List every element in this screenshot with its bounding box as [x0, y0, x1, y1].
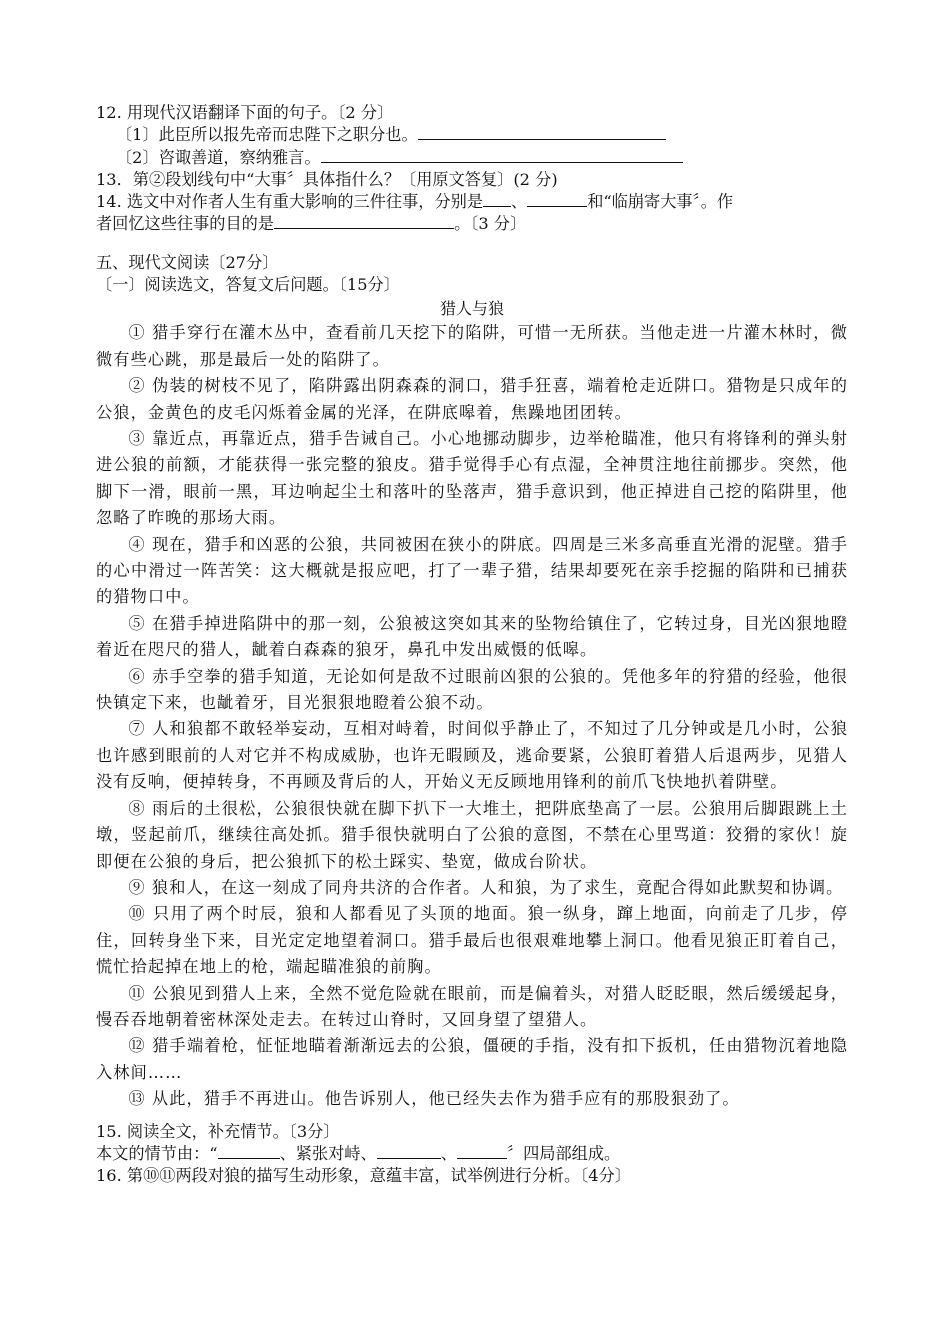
question-16: 16. 第⑩⑪两段对狼的描写生动形象，意蕴丰富，试举例进行分析。〔4分〕	[96, 1166, 631, 1186]
article-paragraph: ⑫ 猎手端着枪，怔怔地瞄着渐渐远去的公狼，僵硬的手指，没有扣下扳机，任由猎物沉着地隐入林间……	[96, 1036, 848, 1082]
answer-blank[interactable]	[218, 1144, 280, 1159]
question-14-line-2	[96, 213, 848, 235]
question-14-text-a: 14. 选文中对作者人生有重大影响的三件往事，分别是	[96, 192, 484, 212]
question-15-text-b: 、紧张对峙、	[279, 1143, 377, 1163]
exam-page	[96, 102, 848, 1187]
question-13: 13．第②段划线句中“大事〞具体指什么？〔用原文答复〕(2 分)	[96, 169, 558, 189]
question-15-text-a: 本文的情节由：“	[96, 1143, 218, 1163]
answer-blank[interactable]	[274, 214, 454, 229]
answer-blank[interactable]	[457, 1144, 507, 1159]
article-paragraph: ⑩ 只用了两个时辰，狼和人都看见了头顶的地面。狼一纵身，蹿上地面，向前走了几步，停住，回转身坐下来，目光定定地望着洞口。猎手最后也很艰难地攀上洞口。他看见狼正盯着自己，慌忙拾起掉在地上的枪，端起瞄准狼的前胸。	[96, 904, 848, 977]
answer-blank[interactable]	[321, 148, 683, 163]
article-paragraph: ⑥ 赤手空拳的猎手知道，无论如何是敌不过眼前凶狠的公狼的。凭他多年的狩猎的经验，他很快镇定下来，也龇着牙，目光狠狠地瞪着公狼不动。	[96, 666, 848, 713]
article-paragraph: ① 猎手穿行在灌木丛中，查看前几天挖下的陷阱，可惜一无所获。当他走进一片灌木林时，微微有些心跳，那是最后一处的陷阱了。	[96, 323, 848, 369]
section-5-title: 五、现代文阅读〔27分〕	[96, 252, 279, 272]
question-12-item-2-text: 〔2〕咨诹善道，察纳雅言。	[116, 147, 321, 167]
answer-blank[interactable]	[527, 192, 587, 207]
question-14-sep: 、	[511, 192, 528, 212]
section-5-part-1-title: 〔一〕阅读选文，答复文后问题。〔15分〕	[96, 275, 400, 295]
question-12-item-2	[96, 147, 848, 169]
article-paragraph: ⑬ 从此，猎手不再进山。他告诉别人，他已经失去作为猎手应有的那股狠劲了。	[128, 1089, 740, 1109]
article-paragraph: ⑧ 雨后的土很松，公狼很快就在脚下扒下一大堆土，把阱底垫高了一层。公狼用后脚跟跳上土墩，竖起前爪，继续往高处抓。猎手很快就明白了公狼的意图，不禁在心里骂道：狡猾的家伙！旋即便在公狼的身后，把公狼抓下的松土踩实、垫宽，做成台阶状。	[96, 798, 848, 871]
article-paragraph: ⑦ 人和狼都不敢轻举妄动，互相对峙着，时间似乎静止了，不知过了几分钟或是几小时，公狼也许感到眼前的人对它并不构成威胁，也许无暇顾及，逃命要紧，公狼盯着猎人后退两步，见猎人没有反响，便掉转身，不再顾及背后的人，开始义无反顾地用锋利的前爪飞快地扒着阱壁。	[96, 719, 848, 792]
article-paragraph: ② 伪装的树枝不见了，陷阱露出阴森森的洞口，猎手狂喜，端着枪走近阱口。猎物是只成年的公狼，金黄色的皮毛闪烁着金属的光泽，在阱底嗥着，焦躁地团团转。	[96, 376, 848, 422]
article-paragraph: ⑤ 在猎手掉进陷阱中的那一刻，公狼被这突如其来的坠物给镇住了，它转过身，目光凶狠地瞪着近在咫尺的猎人，龇着白森森的狼牙，鼻孔中发出威慑的低嗥。	[96, 613, 848, 660]
answer-blank[interactable]	[418, 125, 666, 140]
question-14-text-c: 者回忆这些往事的目的是	[96, 214, 275, 234]
answer-blank[interactable]	[483, 192, 511, 207]
article-paragraph: ④ 现在，猎手和凶恶的公狼，共同被困在狭小的阱底。四周是三米多高垂直光滑的泥壁。猎手的心中滑过一阵苦笑：这大概就是报应吧，打了一辈子猎，结果却要死在亲手挖掘的陷阱和已捕获的猎物口中。	[96, 534, 848, 607]
question-14-line-1	[96, 191, 848, 213]
question-15-text-c: 、	[440, 1143, 457, 1163]
question-15-title: 15. 阅读全文，补充情节。〔3分〕	[96, 1121, 340, 1141]
question-15-text-d: 〞四局部组成。	[506, 1143, 621, 1163]
question-14-text-d: 。〔3 分〕	[454, 214, 527, 234]
question-12-item-1	[96, 124, 848, 146]
article-title: 猎人与狼	[439, 299, 504, 319]
article-paragraph: ⑪ 公狼见到猎人上来，全然不觉危险就在眼前，而是偏着头，对猎人眨眨眼，然后缓缓起身，慢吞吞地朝着密林深处走去。在转过山脊时，又回身望了望猎人。	[96, 983, 848, 1029]
article-body	[96, 320, 848, 1112]
article-paragraph: ③ 靠近点，再靠近点，猎手告诫自己。小心地挪动脚步，边举枪瞄准，他只有将锋利的弹头射进公狼的前额，才能获得一张完整的狼皮。猎手觉得手心有点湿，全神贯注地往前挪步。突然，他脚下一滑，眼前一黑，耳边响起尘土和落叶的坠落声，猎手意识到，他正掉进自己挖的陷阱里，他忽略了昨晚的那场大雨。	[96, 429, 848, 528]
question-12-item-1-text: 〔1〕此臣所以报先帝而忠陛下之职分也。	[116, 125, 418, 145]
article-paragraph: ⑨ 狼和人，在这一刻成了同舟共济的合作者。人和狼，为了求生，竟配合得如此默契和协调。	[128, 877, 844, 897]
answer-blank[interactable]	[377, 1144, 441, 1159]
question-14-text-b: 和“临崩寄大事〞。作	[587, 192, 734, 212]
question-15-body	[96, 1143, 848, 1165]
question-12-title: 12. 用现代汉语翻译下面的句子。〔2 分〕	[96, 103, 394, 122]
